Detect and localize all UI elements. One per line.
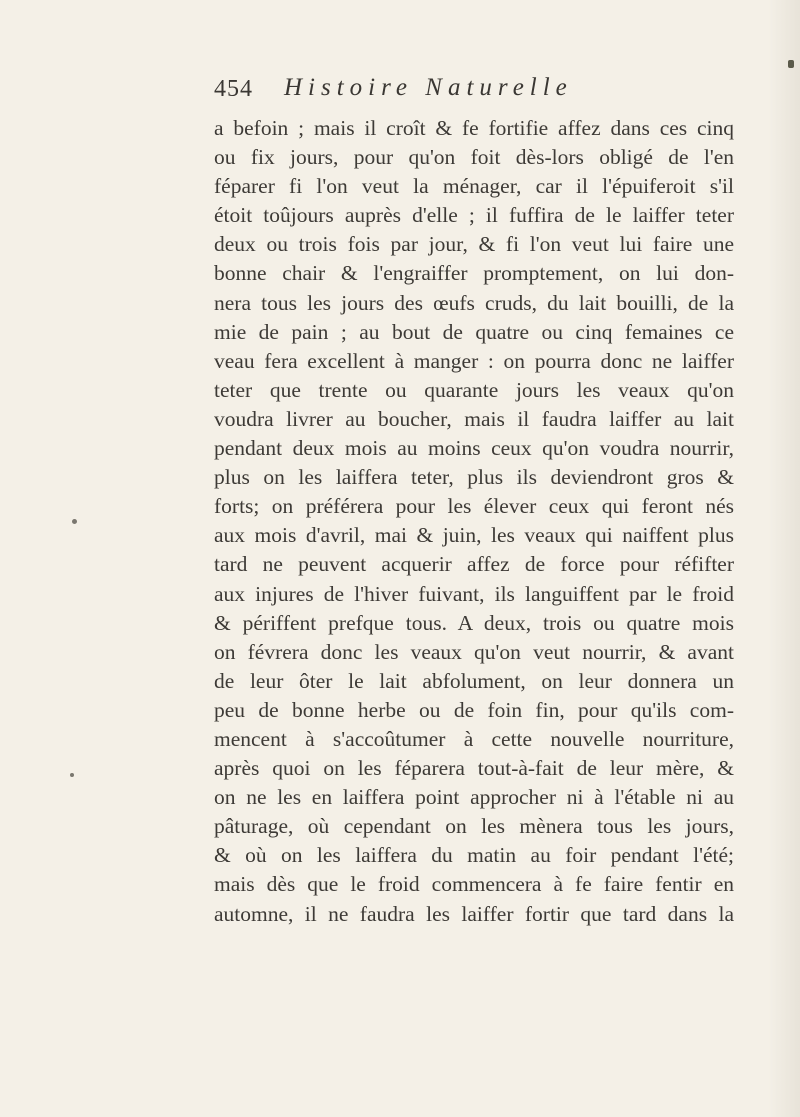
text-line: teter que trente ou quarante jours les veaux qu'on <box>214 377 734 402</box>
text-line: de leur ôter le lait abfolument, on leur donnera un <box>214 668 734 693</box>
ink-speck <box>72 519 77 524</box>
text-line: & périffent prefque tous. A deux, trois ou quatre mois <box>214 610 734 635</box>
text-line: plus on les laiffera teter, plus ils deviendront gros & <box>214 465 734 490</box>
text-line: on ne les en laiffera point approcher ni à l'étable ni au <box>214 785 734 810</box>
text-line: étoit toûjours auprès d'elle ; il fuffira de le laiffer teter <box>214 203 734 228</box>
page-header <box>214 74 734 114</box>
text-line: féparer fi l'on veut la ménager, car il l'épuiferoit s'il <box>214 174 734 199</box>
text-line: bonne chair & l'engraiffer promptement, on lui don- <box>214 261 734 286</box>
text-line: & où on les laiffera du matin au foir pendant l'été; <box>214 843 734 868</box>
edge-mark <box>788 60 794 68</box>
text-line: tard ne peuvent acquerir affez de force pour réfifter <box>214 552 734 577</box>
text-line: aux mois d'avril, mai & juin, les veaux qui naiffent plus <box>214 523 734 548</box>
text-line: ou fix jours, pour qu'on foit dès-lors obligé de l'en <box>214 145 734 170</box>
text-line: mie de pain ; au bout de quatre ou cinq femaines ce <box>214 319 734 344</box>
text-line: voudra livrer au boucher, mais il faudra laiffer au lait <box>214 406 734 431</box>
text-line: deux ou trois fois par jour, & fi l'on veut lui faire une <box>214 232 734 257</box>
text-line: mais dès que le froid commencera à fe faire fentir en <box>214 872 734 897</box>
text-line: nera tous les jours des œufs cruds, du lait bouilli, de la <box>214 290 734 315</box>
running-title: Histoire Naturelle <box>284 74 573 101</box>
text-line: veau fera excellent à manger : on pourra donc ne laiffer <box>214 348 734 373</box>
text-line: on févrera donc les veaux qu'on veut nourrir, & avant <box>214 639 734 664</box>
text-line: pâturage, où cependant on les mènera tous les jours, <box>214 814 734 839</box>
text-line: aux injures de l'hiver fuivant, ils languiffent par le froid <box>214 581 734 606</box>
text-line: mencent à s'accoûtumer à cette nouvelle nourriture, <box>214 726 734 751</box>
text-line: pendant deux mois au moins ceux qu'on voudra nourrir, <box>214 436 734 461</box>
text-line: peu de bonne herbe ou de foin fin, pour qu'ils com- <box>214 697 734 722</box>
text-line: automne, il ne faudra les laiffer fortir que tard dans la <box>214 901 734 926</box>
text-line: a befoin ; mais il croît & fe fortifie affez dans ces cinq <box>214 116 734 140</box>
text-line: après quoi on les féparera tout-à-fait de leur mère, & <box>214 756 734 781</box>
page-number: 454 <box>214 76 253 102</box>
body-text <box>214 114 734 929</box>
text-line: forts; on préférera pour les élever ceux qui feront nés <box>214 494 734 519</box>
ink-speck <box>70 773 74 777</box>
